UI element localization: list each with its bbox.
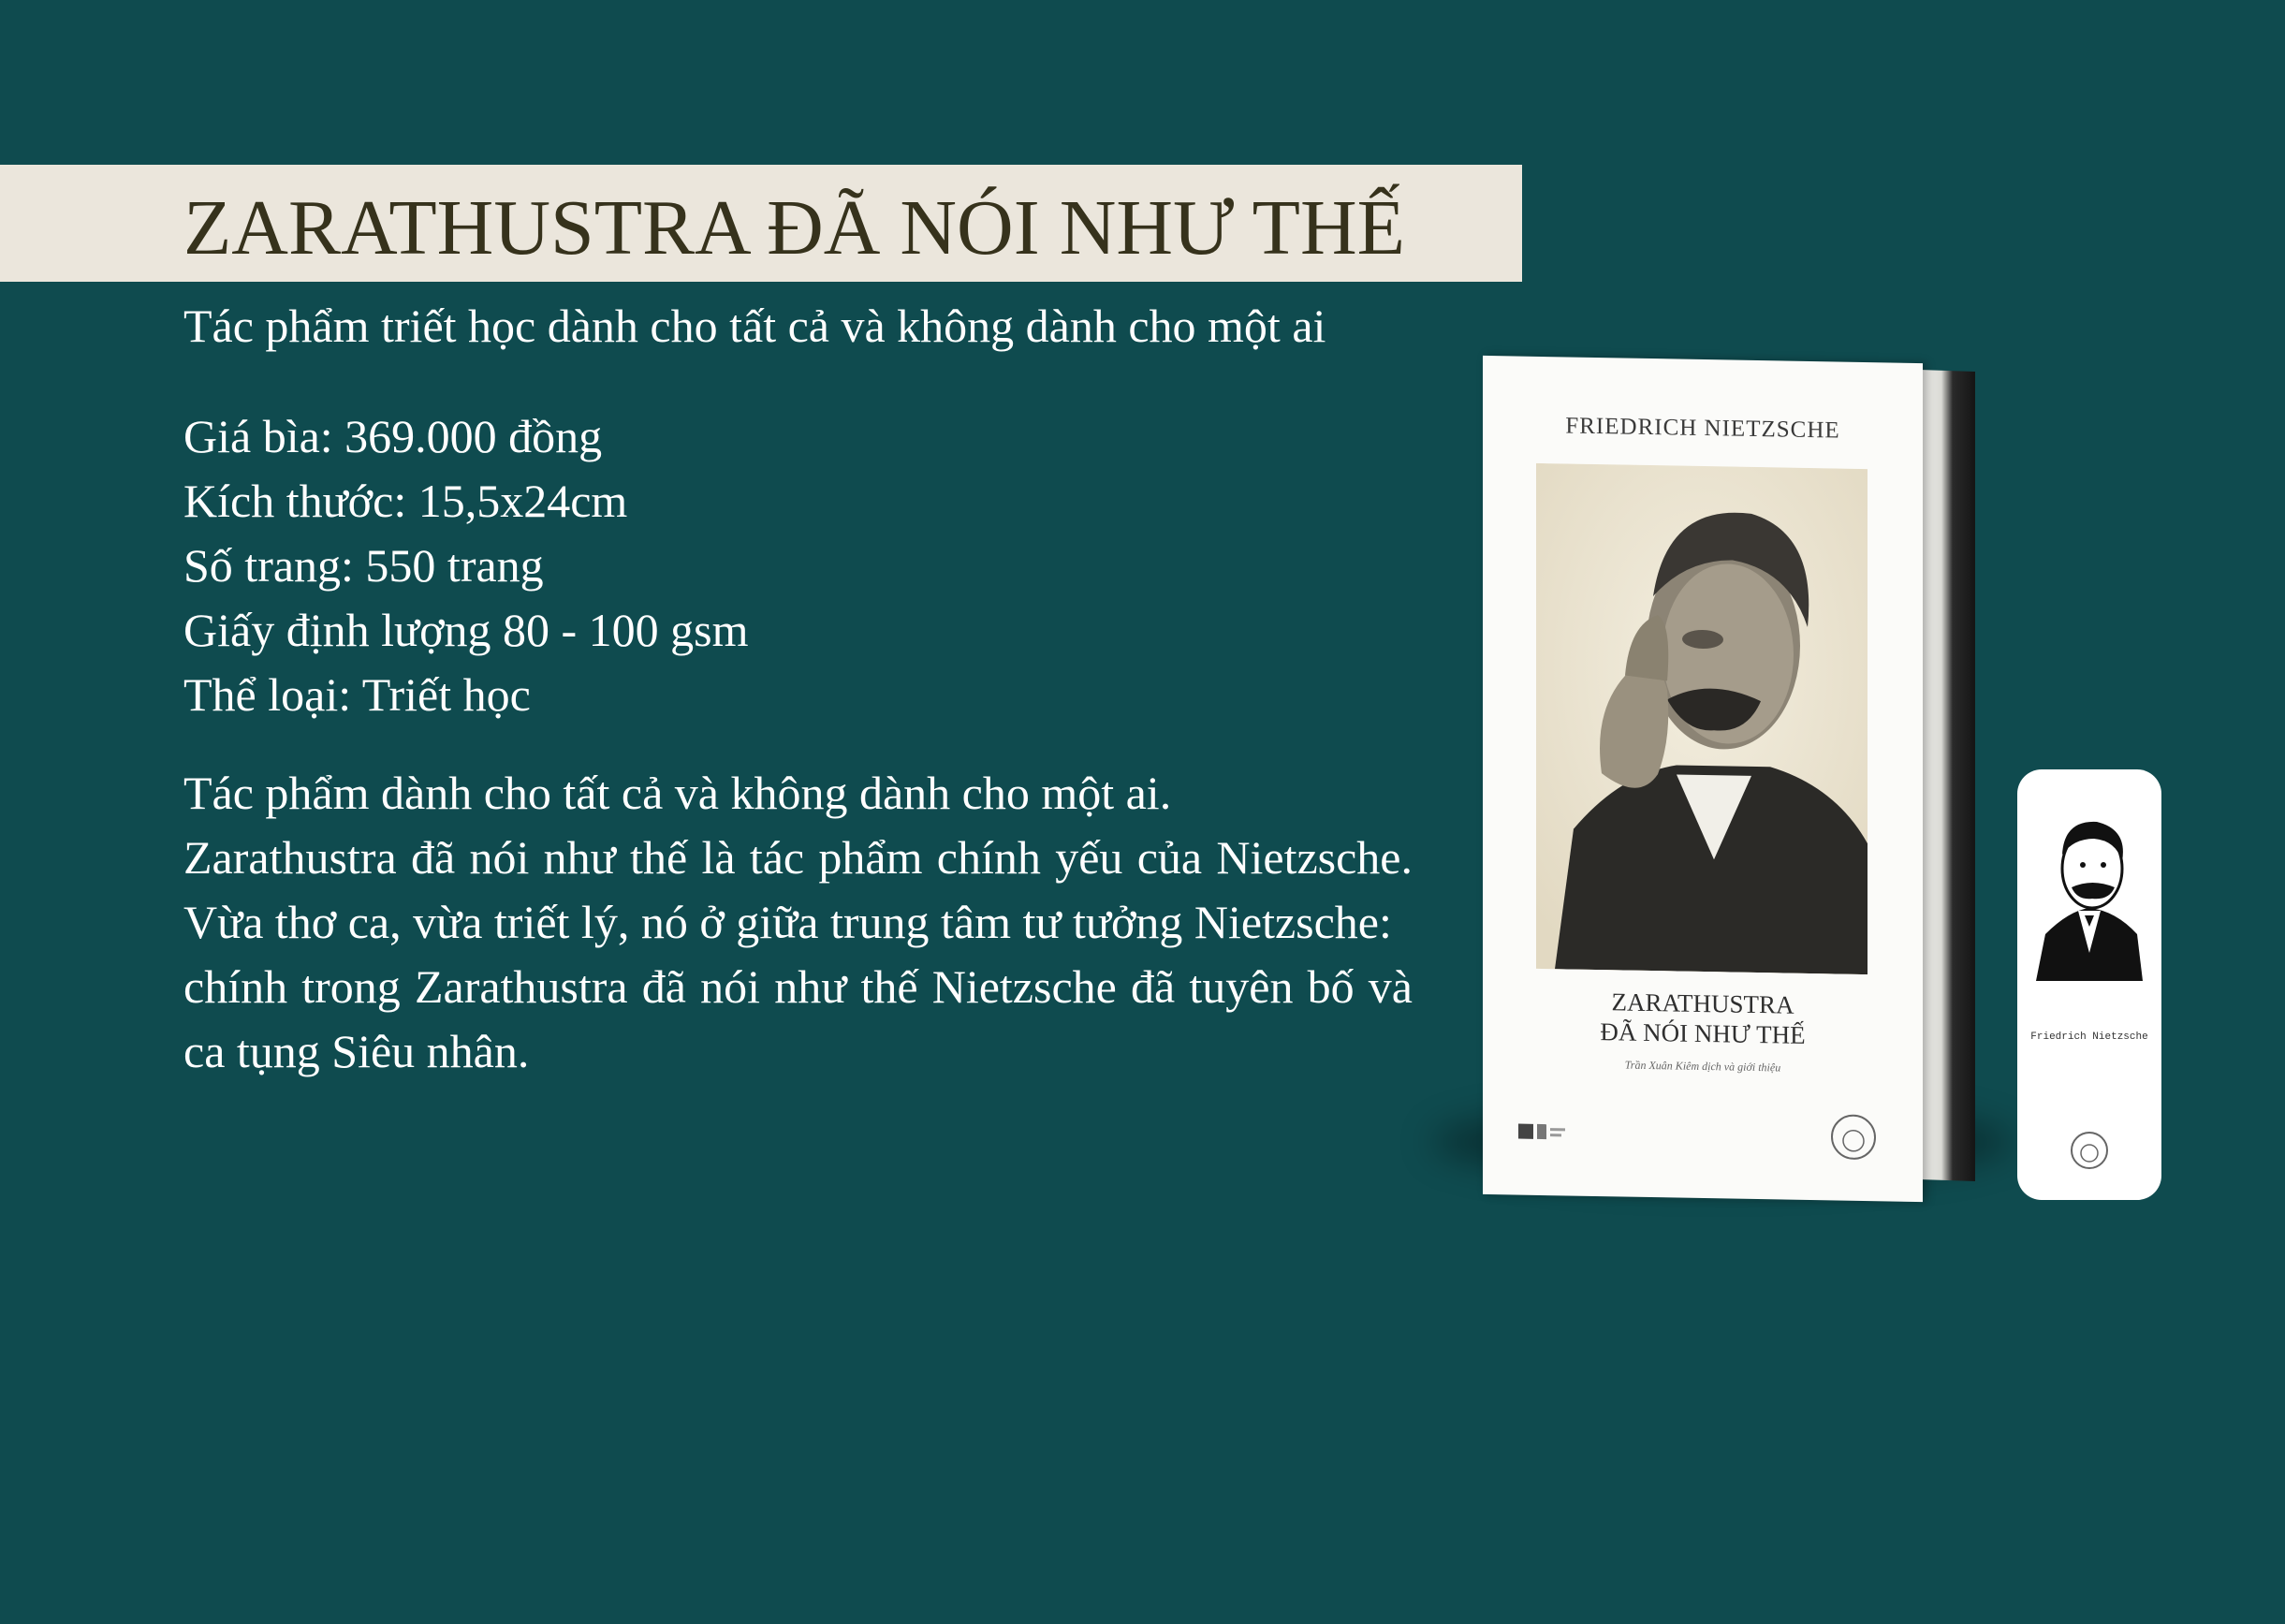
- spec-paper: Giấy định lượng 80 - 100 gsm: [183, 604, 749, 656]
- anniversary-badge-icon: [1829, 1112, 1878, 1162]
- description-line-1: Tác phẩm dành cho tất cả và không dành cho một ai.: [183, 767, 1172, 819]
- cover-author: FRIEDRICH NIETZSCHE: [1565, 413, 1840, 444]
- anniversary-badge-icon: [2069, 1130, 2110, 1171]
- book-spine: [1919, 370, 1975, 1181]
- spec-size: Kích thước: 15,5x24cm: [183, 475, 628, 527]
- nietzsche-portrait-icon: [1536, 463, 1868, 974]
- cover-translator: Trần Xuân Kiêm dịch và giới thiệu: [1624, 1058, 1781, 1075]
- spec-pages: Số trang: 550 trang: [183, 539, 544, 592]
- cover-photo: [1536, 463, 1868, 974]
- nietzsche-sketch-icon: [2027, 803, 2152, 981]
- bookmark: [2017, 769, 2161, 1200]
- book-description: [183, 761, 1413, 1084]
- page-subtitle: Tác phẩm triết học dành cho tất cả và không dành cho một ai: [183, 300, 1326, 352]
- spec-genre: Thể loại: Triết học: [183, 668, 531, 721]
- description-paragraph-3: chính trong Zarathustra đã nói như thế Nietzsche đã tuyên bố và ca tụng Siêu nhân.: [183, 960, 1413, 1077]
- bookmark-signature: Friedrich Nietzsche: [2030, 1031, 2148, 1043]
- spec-price: Giá bìa: 369.000 đồng: [183, 410, 603, 462]
- book-specs-list: [183, 404, 749, 727]
- cover-title-line-2: ĐÃ NÓI NHƯ THẾ: [1600, 1017, 1806, 1049]
- book-cover: [1483, 356, 1923, 1202]
- cover-title-line-1: ZARATHUSTRA: [1611, 988, 1794, 1019]
- page-title: ZARATHUSTRA ĐÃ NÓI NHƯ THẾ: [183, 184, 1405, 271]
- cover-title: [1483, 985, 1923, 1052]
- description-paragraph-2: Zarathustra đã nói như thế là tác phẩm chính yếu của Nietzsche. Vừa thơ ca, vừa triết lý, nó ở giữa trung tâm tư tưởng Nietzsche:: [183, 831, 1413, 948]
- publisher-logo-icon: [1516, 1119, 1567, 1146]
